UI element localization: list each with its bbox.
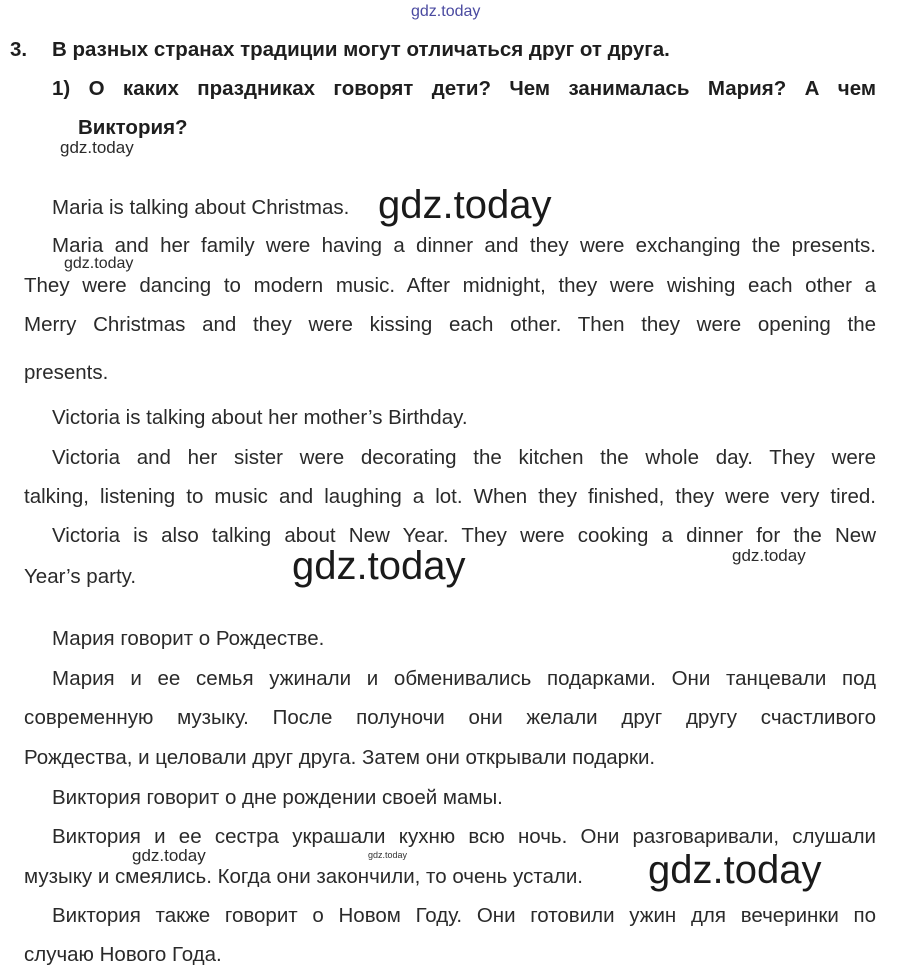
task-question-line-1: 1) О каких праздниках говорят дети? Чем занималась Мария? А чем (52, 77, 876, 100)
russian-line: Виктория также говорит о Новом Году. Они готовили ужин для вечеринки по (52, 904, 876, 927)
exercise-title: В разных странах традиции могут отличаться друг от друга. (52, 38, 670, 61)
english-line: Merry Christmas and they were kissing each other. Then they were opening the (24, 313, 876, 336)
russian-line: Мария говорит о Рождестве. (52, 627, 325, 650)
english-line: presents. (24, 361, 109, 384)
russian-line: современную музыку. После полуночи они желали друг другу счастливого (24, 706, 876, 729)
watermark: gdz.today (132, 846, 206, 865)
watermark: gdz.today (648, 848, 822, 892)
russian-line: случаю Нового Года. (24, 943, 222, 966)
watermark: gdz.today (64, 255, 134, 272)
russian-line: музыку и смеялись. Когда они закончили, то очень устали. (24, 865, 583, 888)
russian-line: Виктория и ее сестра украшали кухню всю ночь. Они разговаривали, слушали (52, 825, 876, 848)
task-question-line-2: Виктория? (78, 116, 188, 139)
english-line: They were dancing to modern music. After midnight, they were wishing each other a (24, 274, 876, 297)
exercise-number: 3. (10, 38, 28, 61)
watermark: gdz.today (368, 850, 408, 860)
english-line: Maria and her family were having a dinner and they were exchanging the presents. (52, 234, 876, 257)
english-line: Year’s party. (24, 565, 137, 588)
watermark-top: gdz.today (411, 3, 481, 20)
watermark: gdz.today (60, 138, 134, 157)
russian-line: Мария и ее семья ужинали и обменивались подарками. Они танцевали под (52, 667, 876, 690)
watermark: gdz.today (378, 183, 552, 227)
english-line: talking, listening to music and laughing a lot. When they finished, they were very tired. (24, 485, 876, 508)
russian-line: Рождества, и целовали друг друга. Затем они открывали подарки. (24, 746, 656, 769)
watermark: gdz.today (732, 546, 806, 565)
english-line: Victoria is also talking about New Year. They were cooking a dinner for the New (52, 524, 876, 547)
english-line: Victoria and her sister were decorating the kitchen the whole day. They were (52, 446, 876, 469)
english-line: Maria is talking about Christmas. (52, 196, 350, 219)
english-line: Victoria is talking about her mother’s Birthday. (52, 406, 468, 429)
russian-line: Виктория говорит о дне рождении своей мамы. (52, 786, 503, 809)
watermark-hidden: gdz.today (790, 958, 795, 959)
watermark: gdz.today (292, 544, 466, 588)
